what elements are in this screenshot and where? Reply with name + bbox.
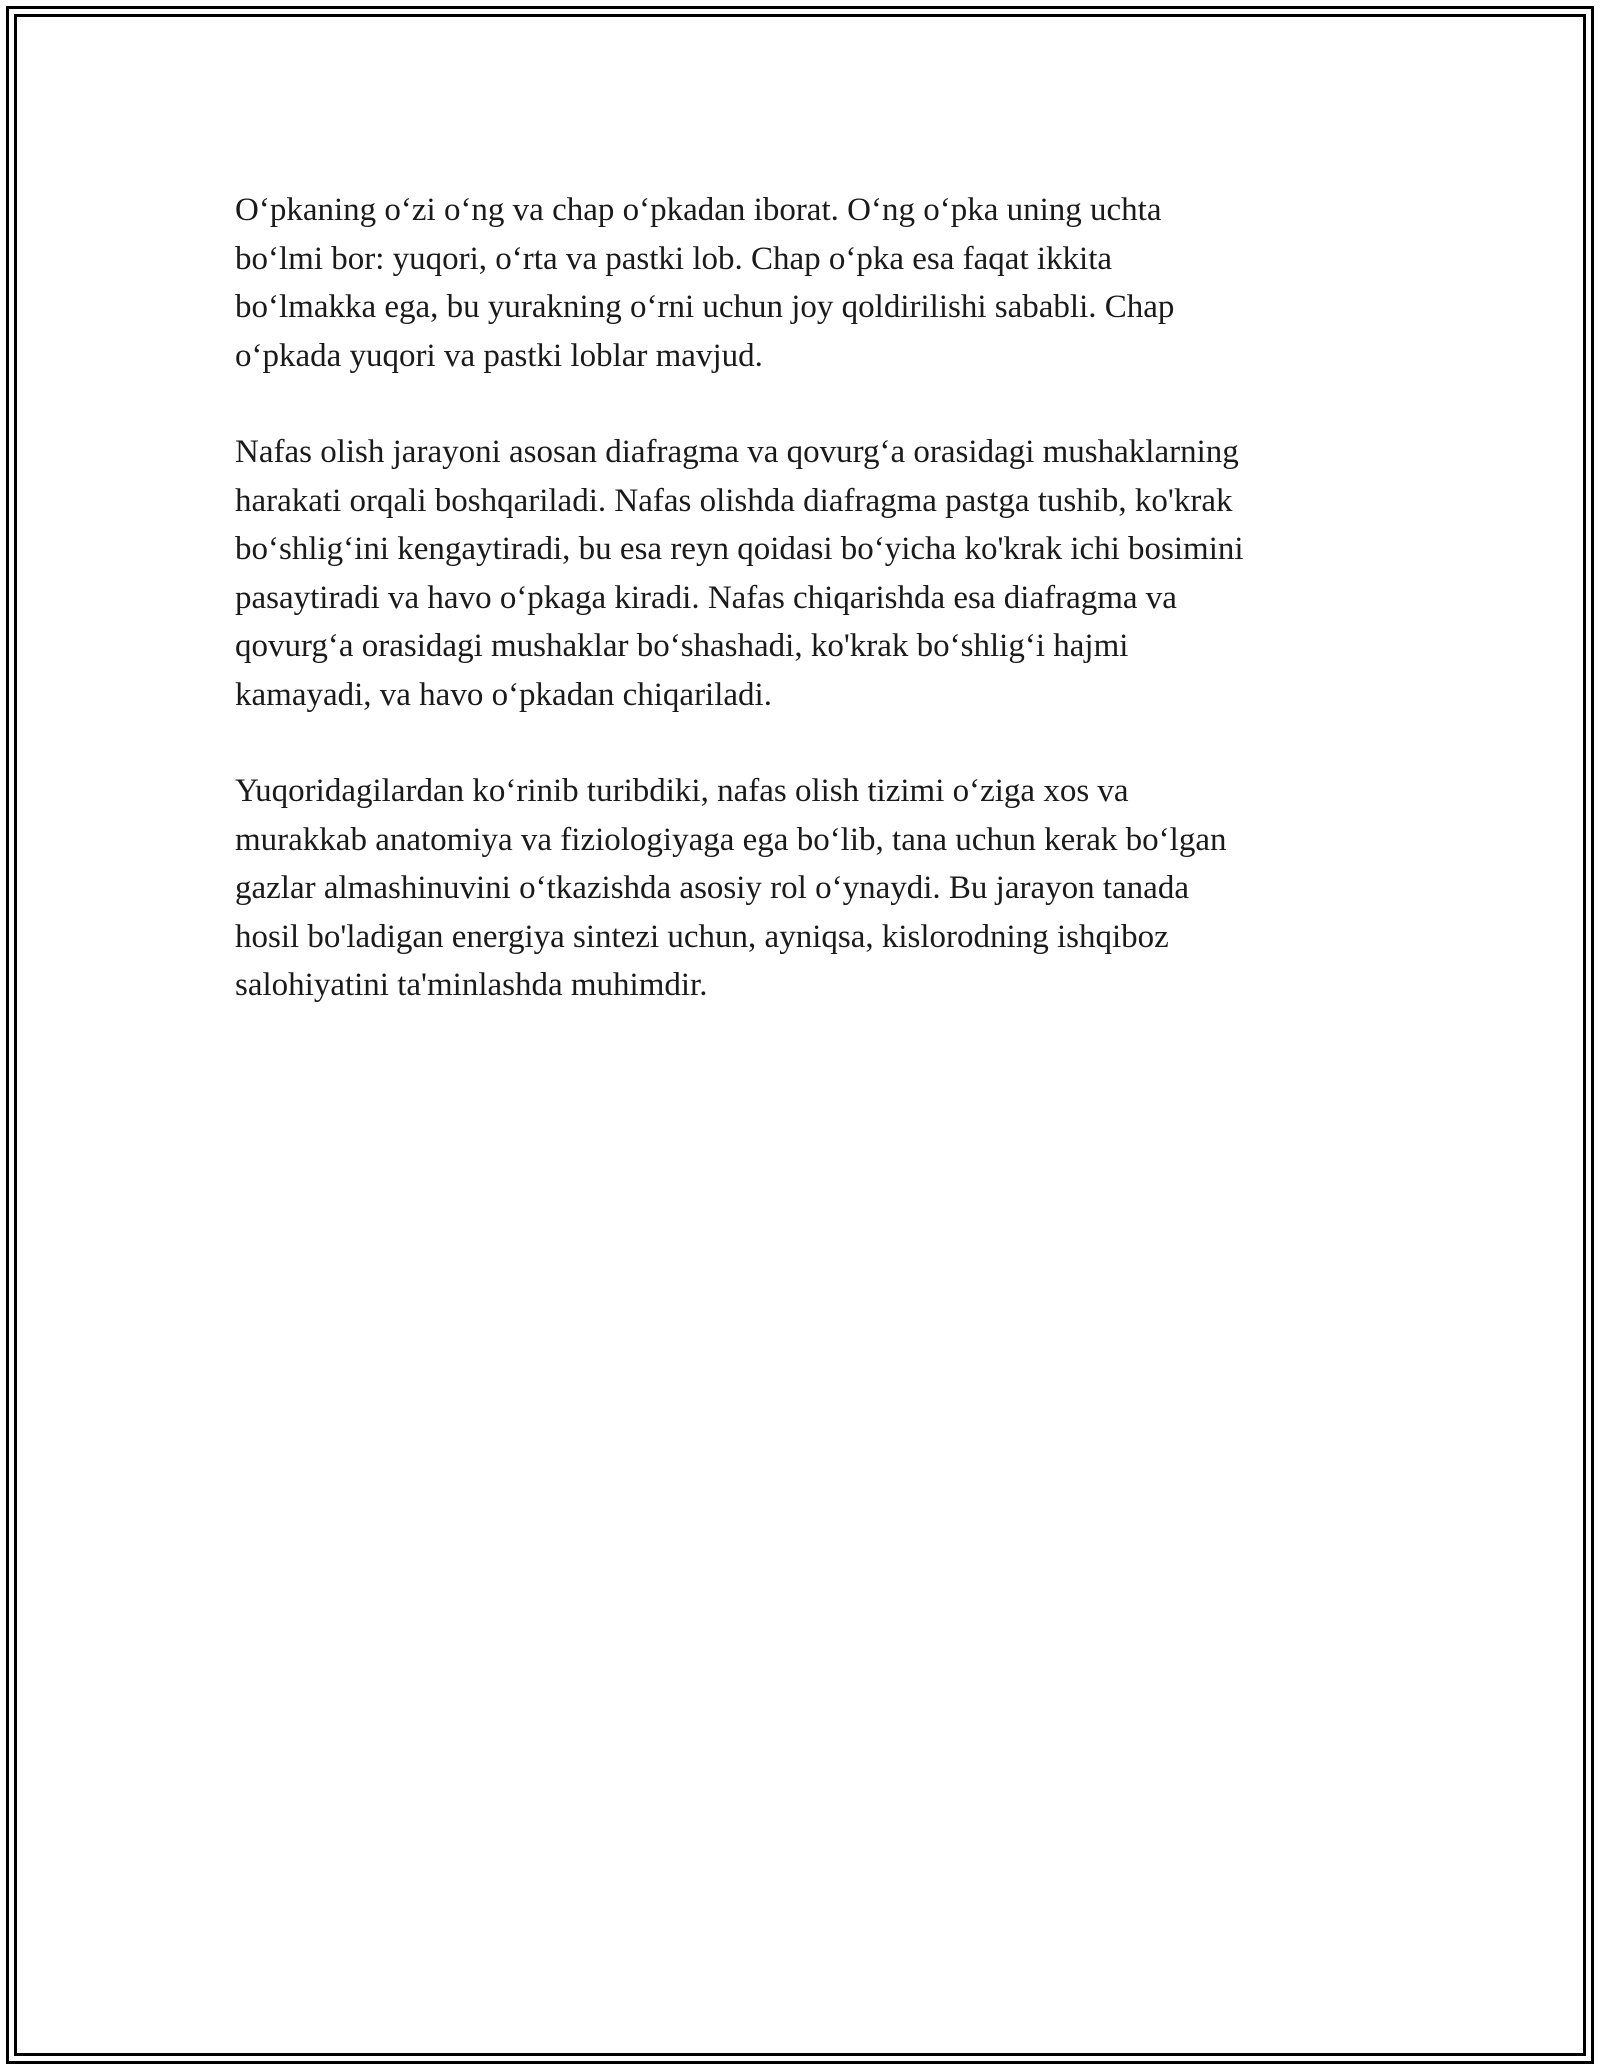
text-line: Nafas olish jarayoni asosan diafragma va qovurg‘a orasidagi mushaklarning — [235, 434, 1239, 470]
text-line: qovurg‘a orasidagi mushaklar bo‘shashadi, ko'krak bo‘shlig‘i hajmi — [235, 628, 1129, 664]
text-line: gazlar almashinuvini o‘tkazishda asosiy rol o‘ynaydi. Bu jarayon tanada — [235, 870, 1189, 906]
text-line: Yuqoridagilardan ko‘rinib turibdiki, nafas olish tizimi o‘ziga xos va — [235, 773, 1129, 809]
paragraph-lungs-structure — [235, 186, 1365, 380]
text-line: harakati orqali boshqariladi. Nafas olishda diafragma pastga tushib, ko'krak — [235, 482, 1233, 519]
text-line: hosil bo'ladigan energiya sintezi uchun, ayniqsa, kislorodning ishqiboz — [235, 918, 1169, 955]
paragraph-conclusion — [235, 767, 1365, 1010]
text-line: O‘pkaning o‘zi o‘ng va chap o‘pkadan iborat. O‘ng o‘pka uning uchta — [235, 192, 1162, 228]
text-line: murakkab anatomiya va fiziologiyaga ega bo‘lib, tana uchun kerak bo‘lgan — [235, 821, 1227, 858]
text-line: bo‘lmi bor: yuqori, o‘rta va pastki lob. Chap o‘pka esa faqat ikkita — [235, 240, 1113, 277]
document-body — [235, 186, 1365, 1058]
text-line: salohiyatini ta'minlashda muhimdir. — [235, 967, 708, 1003]
text-line: bo‘shlig‘ini kengaytiradi, bu esa reyn qoidasi bo‘yicha ko'krak ichi bosimini — [235, 531, 1244, 567]
text-line: bo‘lmakka ega, bu yurakning o‘rni uchun joy qoldirilishi sababli. Chap — [235, 289, 1175, 325]
text-line: kamayadi, va havo o‘pkadan chiqariladi. — [235, 676, 772, 713]
text-line: pasaytiradi va havo o‘pkaga kiradi. Nafas chiqarishda esa diafragma va — [235, 579, 1177, 616]
text-line: o‘pkada yuqori va pastki loblar mavjud. — [235, 337, 763, 374]
paragraph-breathing-process — [235, 428, 1365, 719]
